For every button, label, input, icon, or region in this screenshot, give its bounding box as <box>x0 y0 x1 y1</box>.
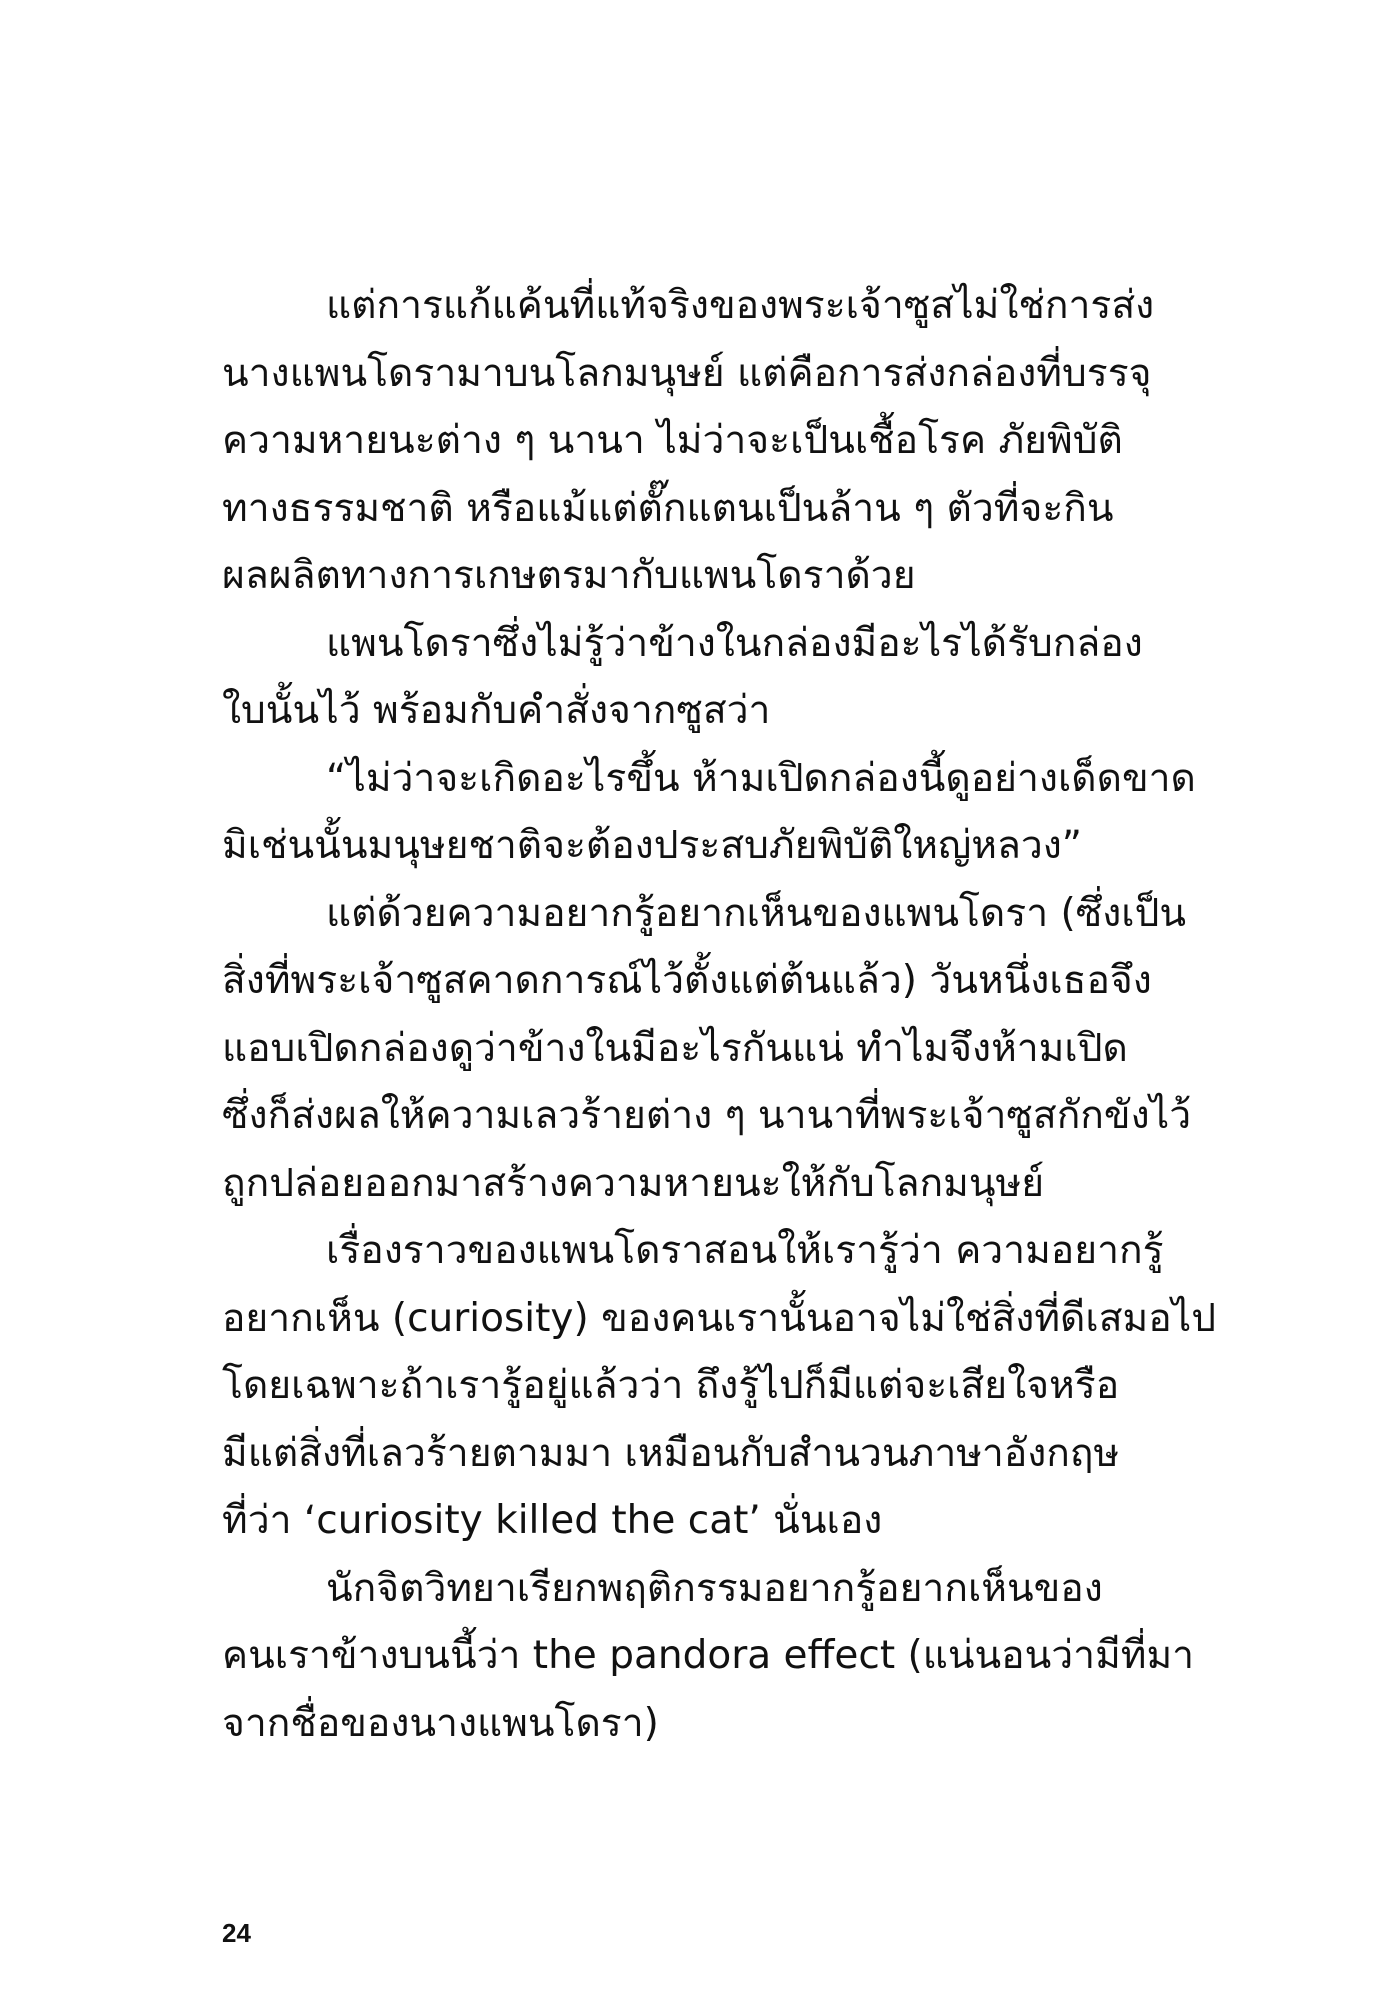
text-line: เรื่องราวของแพนโดราสอนให้เรารู้ว่า ความอยากรู้ <box>326 1228 1164 1273</box>
paragraph <box>222 272 1155 610</box>
text-line: ถูกปล่อยออกมาสร้างความหายนะให้กับโลกมนุษย์ <box>222 1160 1045 1206</box>
text-line: มิเช่นนั้นมนุษยชาติจะต้องประสบภัยพิบัติใหญ่หลวง” <box>222 823 1082 868</box>
text-line: แต่ด้วยความอยากรู้อยากเห็นของแพนโดรา (ซึ่งเป็น <box>326 890 1186 936</box>
paragraph <box>222 1217 1217 1555</box>
text-line: แพนโดราซึ่งไม่รู้ว่าข้างในกล่องมีอะไรได้รับกล่อง <box>326 620 1143 666</box>
text-line: ที่ว่า ‘curiosity killed the cat’ นั่นเอง <box>222 1498 883 1543</box>
text-line: โดยเฉพาะถ้าเรารู้อยู่แล้วว่า ถึงรู้ไปก็มีแต่จะเสียใจหรือ <box>222 1363 1120 1408</box>
text-line: ความหายนะต่าง ๆ นานา ไม่ว่าจะเป็นเชื้อโรค ภัยพิบัติ <box>222 418 1123 463</box>
text-line: ใบนั้นไว้ พร้อมกับคำสั่งจากซูสว่า <box>222 688 771 733</box>
text-line: จากชื่อของนางแพนโดรา) <box>222 1700 659 1746</box>
text-line: นางแพนโดรามาบนโลกมนุษย์ แต่คือการส่งกล่องที่บรรจุ <box>222 350 1152 396</box>
text-line: สิ่งที่พระเจ้าซูสคาดการณ์ไว้ตั้งแต่ต้นแล้ว) วันหนึ่งเธอจึง <box>222 958 1152 1003</box>
text-line: มีแต่สิ่งที่เลวร้ายตามมา เหมือนกับสำนวนภาษาอังกฤษ <box>222 1430 1120 1476</box>
paragraph <box>222 1555 1195 1758</box>
text-line: อยากเห็น (curiosity) ของคนเรานั้นอาจไม่ใช่สิ่งที่ดีเสมอไป <box>222 1295 1217 1341</box>
quote-paragraph <box>222 745 1196 880</box>
body-text <box>222 272 1217 1757</box>
text-line: นักจิตวิทยาเรียกพฤติกรรมอยากรู้อยากเห็นของ <box>326 1565 1103 1611</box>
text-line: ทางธรรมชาติ หรือแม้แต่ตั๊กแตนเป็นล้าน ๆ ตัวที่จะกิน <box>222 485 1114 531</box>
paragraph <box>222 880 1192 1218</box>
text-line: ซึ่งก็ส่งผลให้ความเลวร้ายต่าง ๆ นานาที่พระเจ้าซูสกักขังไว้ <box>222 1093 1192 1138</box>
text-line: แต่การแก้แค้นที่แท้จริงของพระเจ้าซูสไม่ใช่การส่ง <box>326 283 1155 328</box>
text-line: คนเราข้างบนนี้ว่า the pandora effect (แน่นอนว่ามีที่มา <box>222 1633 1195 1678</box>
paragraph <box>222 610 1142 745</box>
page-number: 24 <box>222 1918 251 1948</box>
text-line: ผลผลิตทางการเกษตรมากับแพนโดราด้วย <box>222 553 916 598</box>
text-line: “ไม่ว่าจะเกิดอะไรขึ้น ห้ามเปิดกล่องนี้ดูอย่างเด็ดขาด <box>326 755 1196 801</box>
text-line: แอบเปิดกล่องดูว่าข้างในมีอะไรกันแน่ ทำไมจึงห้ามเปิด <box>222 1025 1128 1071</box>
